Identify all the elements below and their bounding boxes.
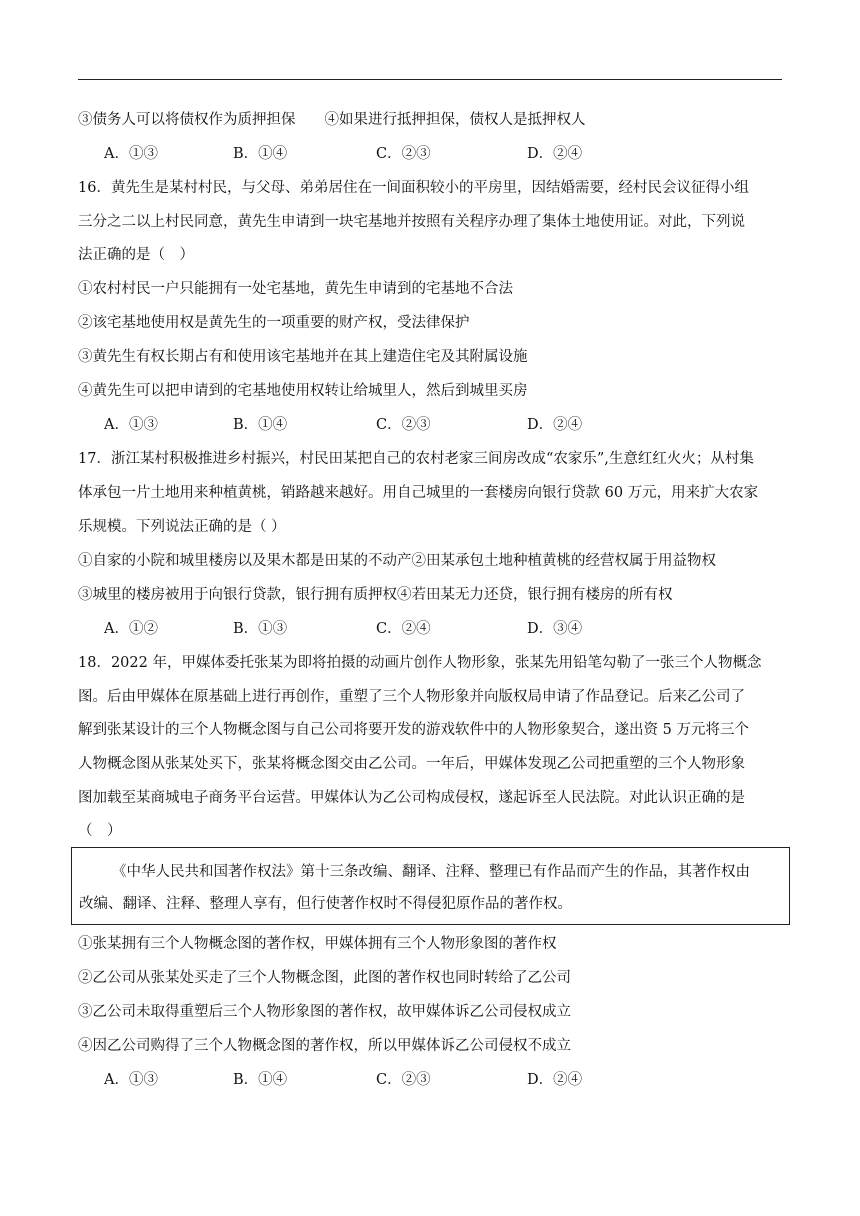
- q16-option-a[interactable]: A．①③: [104, 417, 158, 433]
- q17-options: [104, 619, 744, 639]
- q15-option-d[interactable]: D．②④: [527, 146, 583, 162]
- q18-stem-line-3: 解到张某设计的三个人物概念图与自己公司将要开发的游戏软件中的人物形象契合，遂出资 5 万元将三个: [78, 722, 749, 738]
- q16-statement-1: ①农村村民一户只能拥有一处宅基地，黄先生申请到的宅基地不合法: [78, 281, 513, 297]
- q15-options: [104, 144, 744, 164]
- header-rule: [78, 79, 782, 80]
- q18-statement-4: ④因乙公司购得了三个人物概念图的著作权，所以甲媒体诉乙公司侵权不成立: [78, 1038, 571, 1054]
- q17-stem-line-3: 乐规模。下列说法正确的是（ ）: [78, 519, 286, 535]
- q18-stem-line-4: 人物概念图从张某处买下，张某将概念图交由乙公司。一年后，甲媒体发现乙公司把重塑的三个人物形象: [78, 756, 745, 772]
- q18-statement-3: ③乙公司未取得重塑后三个人物形象图的著作权，故甲媒体诉乙公司侵权成立: [78, 1004, 571, 1020]
- q18-option-a[interactable]: A．①③: [104, 1072, 158, 1088]
- q15-option-b[interactable]: B．①④: [233, 146, 288, 162]
- q16-stem-line-3: 法正确的是（ ）: [78, 247, 194, 263]
- q17-option-c[interactable]: C．②④: [376, 621, 431, 637]
- law-excerpt-box: [71, 847, 790, 925]
- q16-statement-4: ④黄先生可以把申请到的宅基地使用权转让给城里人，然后到城里买房: [78, 383, 528, 399]
- q16-stem-line-2: 三分之二以上村民同意，黄先生申请到一块宅基地并按照有关程序办理了集体土地使用证。对此，下列说: [78, 214, 745, 230]
- q17-option-d[interactable]: D．③④: [527, 621, 583, 637]
- q18-option-b[interactable]: B．①④: [233, 1072, 288, 1088]
- q18-stem-line-5: 图加载至某商城电子商务平台运营。甲媒体认为乙公司构成侵权，遂起诉至人民法院。对此认识正确的是: [78, 790, 745, 806]
- q15-option-c[interactable]: C．②③: [376, 146, 431, 162]
- q18-stem-line-6: （ ）: [78, 823, 122, 839]
- q18-stem-line-2: 图。后由甲媒体在原基础上进行再创作，重塑了三个人物形象并向版权局申请了作品登记。后来乙公司了: [78, 689, 745, 705]
- q16-statement-3: ③黄先生有权长期占有和使用该宅基地并在其上建造住宅及其附属设施: [78, 349, 528, 365]
- law-excerpt-line-1: 《中华人民共和国著作权法》第十三条改编、翻译、注释、整理已有作品而产生的作品，其著作权由: [112, 864, 750, 880]
- q16-option-d[interactable]: D．②④: [527, 417, 583, 433]
- q18-options: [104, 1070, 744, 1090]
- q15-statements-line: ③债务人可以将债权作为质押担保 ④如果进行抵押担保，债权人是抵押权人: [78, 112, 586, 128]
- q17-stem-line-2: 体承包一片土地用来种植黄桃，销路越来越好。用自己城里的一套楼房向银行贷款 60 万元，用来扩大农家: [78, 485, 759, 501]
- q17-option-a[interactable]: A．①②: [104, 621, 158, 637]
- q16-options: [104, 415, 744, 435]
- q16-stem-line-1: 16．黄先生是某村村民，与父母、弟弟居住在一间面积较小的平房里，因结婚需要，经村民会议征得小组: [78, 180, 749, 196]
- q16-option-b[interactable]: B．①④: [233, 417, 288, 433]
- q17-statement-1: ①自家的小院和城里楼房以及果木都是田某的不动产②田某承包土地种植黄桃的经营权属于用益物权: [78, 553, 716, 569]
- q18-option-d[interactable]: D．②④: [527, 1072, 583, 1088]
- q16-option-c[interactable]: C．②③: [376, 417, 431, 433]
- q17-option-b[interactable]: B．①③: [233, 621, 288, 637]
- q17-statement-2: ③城里的楼房被用于向银行贷款，银行拥有质押权④若田某无力还贷，银行拥有楼房的所有权: [78, 587, 673, 603]
- q16-statement-2: ②该宅基地使用权是黄先生的一项重要的财产权，受法律保护: [78, 315, 470, 331]
- law-excerpt-line-2: 改编、翻译、注释、整理人享有，但行使著作权时不得侵犯原作品的著作权。: [79, 896, 572, 912]
- q15-option-a[interactable]: A．①③: [104, 146, 158, 162]
- q18-statement-2: ②乙公司从张某处买走了三个人物概念图，此图的著作权也同时转给了乙公司: [78, 970, 571, 986]
- q18-stem-line-1: 18．2022 年，甲媒体委托张某为即将拍摄的动画片创作人物形象，张某先用铅笔勾勒了一张三个人物概念: [78, 655, 762, 671]
- q17-stem-line-1: 17．浙江某村积极推进乡村振兴，村民田某把自己的农村老家三间房改成“农家乐”,生意红红火火；从村集: [78, 451, 754, 467]
- q18-option-c[interactable]: C．②③: [376, 1072, 431, 1088]
- q18-statement-1: ①张某拥有三个人物概念图的著作权，甲媒体拥有三个人物形象图的著作权: [78, 936, 557, 952]
